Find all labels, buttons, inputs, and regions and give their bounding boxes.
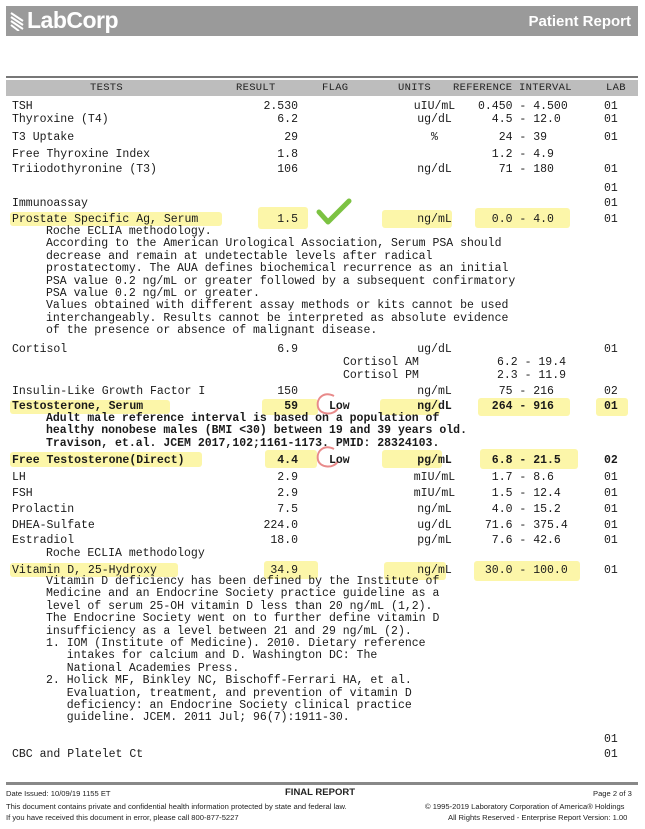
test-lab: 01 xyxy=(604,534,618,547)
test-lab: 01 xyxy=(604,343,618,356)
table-row xyxy=(12,748,634,761)
table-row xyxy=(12,197,634,210)
labcorp-logo: LabCorp xyxy=(27,7,119,33)
test-result: 150 xyxy=(277,385,298,398)
test-lab: 01 xyxy=(604,503,618,516)
table-row xyxy=(12,454,634,467)
table-row xyxy=(12,100,634,113)
vitd-note-line: Evaluation, treatment, and prevention of vitamin D xyxy=(46,686,412,700)
final-report-label: FINAL REPORT xyxy=(285,787,356,798)
test-result: 6.9 xyxy=(277,343,298,356)
test-flag: Low xyxy=(329,454,350,467)
test-name: Thyroxine (T4) xyxy=(12,113,109,126)
vitd-note-line: deficiency: an Endocrine Society clinical practice xyxy=(46,699,412,713)
labcorp-logo-icon xyxy=(10,11,24,31)
vitd-note-line: intakes for calcium and D. Washington DC: The xyxy=(46,649,378,663)
psa-note-line: decrease and remain at undetectable levels after radical xyxy=(46,249,433,263)
test-result: 2.9 xyxy=(277,487,298,500)
test-name: DHEA-Sulfate xyxy=(12,519,95,532)
col-units: UNITS xyxy=(398,82,432,94)
test-units: mIU/mL xyxy=(413,487,456,500)
test-reference: 30.0 - 100.0 xyxy=(478,564,568,577)
test-units: ng/dL xyxy=(417,163,452,176)
test-name: CBC and Platelet Ct xyxy=(12,748,144,761)
test-units: ug/dL xyxy=(417,113,452,126)
psa-note-line: Roche ECLIA methodology. xyxy=(46,225,212,238)
testosterone-note-line: healthy nonobese males (BMI <30) between 19 and 39 years old. xyxy=(46,424,467,438)
psa-note-line: PSA value 0.2 ng/mL or greater. xyxy=(46,287,260,301)
test-name: Vitamin D, 25-Hydroxy xyxy=(12,564,157,577)
test-units: uIU/mL xyxy=(413,100,456,113)
test-units: pg/mL xyxy=(417,534,452,547)
confidential-notice: This document contains private and confidential health information protected by state and federal law. xyxy=(6,802,347,811)
vitd-note-line: Medicine and an Endocrine Society practice guideline as a xyxy=(46,587,440,601)
page-number: Page 2 of 3 xyxy=(593,789,632,798)
test-result: 2.530 xyxy=(263,100,298,113)
test-result: 34.9 xyxy=(270,564,298,577)
test-reference: 4.0 - 15.2 xyxy=(478,503,561,516)
test-name: Insulin-Like Growth Factor I xyxy=(12,385,206,398)
test-name: T3 Uptake xyxy=(12,131,75,144)
table-row xyxy=(12,733,634,746)
vitd-note-line: guideline. JCEM. 2011 Jul; 96(7):1911-30. xyxy=(46,711,350,725)
test-lab: 01 xyxy=(604,733,618,746)
table-row xyxy=(12,519,634,532)
test-lab: 01 xyxy=(604,113,618,126)
test-name: Free Testosterone(Direct) xyxy=(12,454,185,467)
psa-note-line: PSA value 0.2 ng/mL or greater followed by a subsequent confirmatory xyxy=(46,274,516,288)
test-reference: 1.2 - 4.9 xyxy=(478,148,554,161)
test-reference: 24 - 39 xyxy=(478,131,548,144)
testosterone-note-line: Travison, et.al. JCEM 2017,102;1161-1173. PMID: 28324103. xyxy=(46,436,440,450)
test-lab: 01 xyxy=(604,100,618,113)
col-lab: LAB xyxy=(606,82,626,94)
table-row xyxy=(12,385,634,398)
col-result: RESULT xyxy=(236,82,276,94)
vitd-note-line: 2. Holick MF, Binkley NC, Bischoff-Ferrari HA, et al. xyxy=(46,674,412,688)
test-lab: 01 xyxy=(604,487,618,500)
test-reference: 71.6 - 375.4 xyxy=(478,519,568,532)
table-row xyxy=(12,534,634,547)
test-result: 29 xyxy=(284,131,298,144)
estradiol-comment: Roche ECLIA methodology xyxy=(46,547,205,560)
vitd-note-line: insufficiency as a level between 21 and 29 ng/mL (2). xyxy=(46,624,412,638)
test-reference: 264 - 916 xyxy=(478,400,554,413)
col-reference: REFERENCE INTERVAL xyxy=(453,82,572,94)
test-name: FSH xyxy=(12,487,33,500)
vitamin-d-comment xyxy=(46,576,439,725)
table-row xyxy=(12,487,634,500)
test-units: ng/mL xyxy=(417,213,452,226)
test-lab: 01 xyxy=(604,131,618,144)
test-lab: 01 xyxy=(604,197,618,210)
test-name: Triiodothyronine (T3) xyxy=(12,163,157,176)
testosterone-note-line: Adult male reference interval is based on a population of xyxy=(46,412,440,425)
test-lab: 01 xyxy=(604,213,618,226)
report-title: Patient Report xyxy=(528,13,631,30)
test-result: 7.5 xyxy=(277,503,298,516)
test-reference: 0.0 - 4.0 xyxy=(478,213,554,226)
cortisol-am-label: Cortisol AM xyxy=(343,356,419,369)
test-lab: 01 xyxy=(604,400,618,413)
test-lab: 01 xyxy=(604,182,618,195)
rights-version: All Rights Reserved - Enterprise Report Version: 1.00 xyxy=(448,813,628,822)
test-lab: 01 xyxy=(604,163,618,176)
test-lab: 01 xyxy=(604,471,618,484)
footer-rule xyxy=(6,782,638,785)
error-contact: If you have received this document in error, please call 800-877-5227 xyxy=(6,813,239,822)
test-units: pg/mL xyxy=(417,454,452,467)
table-row xyxy=(12,182,634,195)
vitd-note-line: level of serum 25-OH vitamin D less than 20 ng/mL (1,2). xyxy=(46,599,433,613)
copyright: © 1995-2019 Laboratory Corporation of America® Holdings xyxy=(425,802,625,811)
test-units: ng/mL xyxy=(417,385,452,398)
test-reference: 4.5 - 12.0 xyxy=(478,113,561,126)
cortisol-am-ref: 6.2 - 19.4 xyxy=(497,356,567,369)
test-result: 6.2 xyxy=(277,113,298,126)
test-name: Prostate Specific Ag, Serum xyxy=(12,213,199,226)
test-units: ug/dL xyxy=(417,519,452,532)
test-name: TSH xyxy=(12,100,33,113)
vitd-note-line: 1. IOM (Institute of Medicine). 2010. Dietary reference xyxy=(46,637,426,651)
cortisol-pm-ref: 2.3 - 11.9 xyxy=(497,369,567,382)
test-reference: 71 - 180 xyxy=(478,163,554,176)
test-reference: 0.450 - 4.500 xyxy=(478,100,568,113)
table-row xyxy=(12,131,634,144)
test-lab: 02 xyxy=(604,385,618,398)
psa-note-line: of the presence or absence of malignant disease. xyxy=(46,324,378,338)
test-reference: 75 - 216 xyxy=(478,385,554,398)
test-result: 106 xyxy=(277,163,298,176)
test-units: mIU/mL xyxy=(413,471,456,484)
test-result: 2.9 xyxy=(277,471,298,484)
test-units: ng/dL xyxy=(417,400,452,413)
test-reference: 1.5 - 12.4 xyxy=(478,487,561,500)
col-tests: TESTS xyxy=(90,82,124,94)
table-row xyxy=(12,163,634,176)
psa-note-line: According to the American Urological Association, Serum PSA should xyxy=(46,237,502,251)
cortisol-pm-label: Cortisol PM xyxy=(343,369,419,382)
test-units: ng/mL xyxy=(417,503,452,516)
table-row xyxy=(12,148,634,161)
test-result: 1.8 xyxy=(277,148,298,161)
table-row xyxy=(12,113,634,126)
test-result: 224.0 xyxy=(263,519,298,532)
test-lab: 01 xyxy=(604,519,618,532)
test-name: Immunoassay xyxy=(12,197,88,210)
test-name: Cortisol xyxy=(12,343,68,356)
test-result: 59 xyxy=(284,400,298,413)
col-flag: FLAG xyxy=(322,82,349,94)
test-flag: Low xyxy=(329,400,350,413)
test-name: Testosterone, Serum xyxy=(12,400,144,413)
test-name: Free Thyroxine Index xyxy=(12,148,151,161)
column-header-rule xyxy=(6,76,638,78)
vitd-note-line: National Academies Press. xyxy=(46,661,240,675)
test-name: Estradiol xyxy=(12,534,75,547)
test-lab: 02 xyxy=(604,454,618,467)
psa-note-line: prostatectomy. The AUA defines biochemical recurrence as an initial xyxy=(46,262,509,276)
psa-note-line: interchangeably. Results cannot be interpreted as absolute evidence xyxy=(46,311,509,325)
psa-comment xyxy=(46,226,515,338)
vitd-note-line: The Endocrine Society went on to further define vitamin D xyxy=(46,612,440,626)
date-issued: Date Issued: 10/09/19 1155 ET xyxy=(6,789,111,798)
test-reference: 7.6 - 42.6 xyxy=(478,534,561,547)
testosterone-comment xyxy=(46,413,467,450)
test-name: LH xyxy=(12,471,26,484)
test-result: 1.5 xyxy=(277,213,298,226)
test-reference: 6.8 - 21.5 xyxy=(478,454,561,467)
test-units: ng/mL xyxy=(417,564,452,577)
test-result: 18.0 xyxy=(270,534,298,547)
psa-note-line: Values obtained with different assay methods or kits cannot be used xyxy=(46,299,509,313)
vitd-note-line: Vitamin D deficiency has been defined by the Institute of xyxy=(46,575,440,588)
test-units: ug/dL xyxy=(417,343,452,356)
table-row xyxy=(12,343,634,356)
test-name: Prolactin xyxy=(12,503,75,516)
test-reference: 1.7 - 8.6 xyxy=(478,471,554,484)
test-result: 4.4 xyxy=(277,454,298,467)
table-row xyxy=(12,471,634,484)
test-lab: 01 xyxy=(604,564,618,577)
test-units: % xyxy=(431,131,438,144)
table-row xyxy=(12,503,634,516)
test-lab: 01 xyxy=(604,748,618,761)
